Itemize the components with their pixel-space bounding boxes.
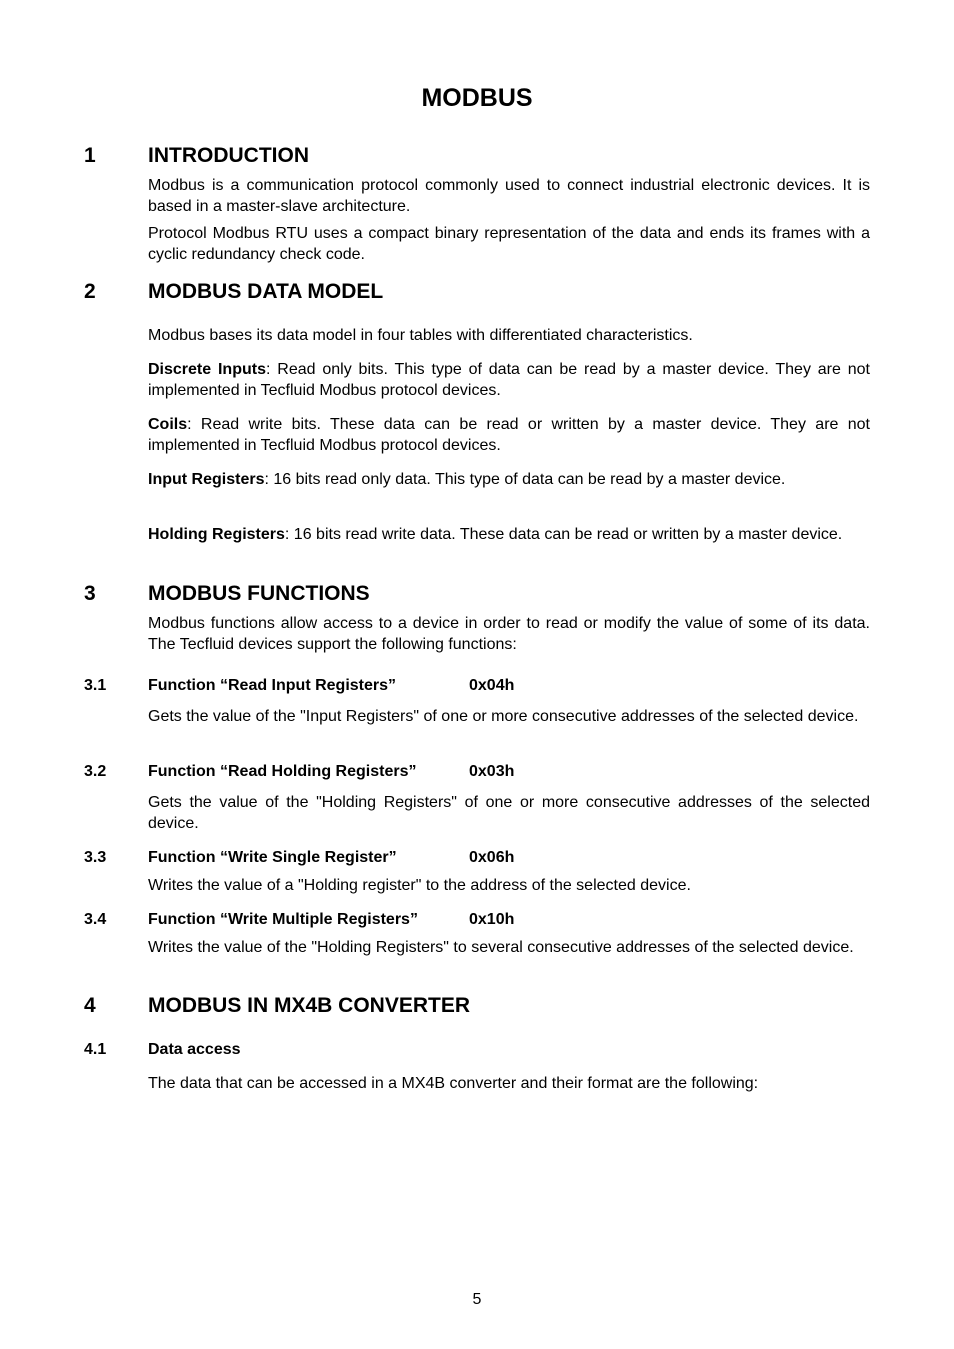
subsection-3-1-code: 0x04h xyxy=(469,677,515,694)
subsection-3-4-text: Writes the value of the "Holding Registers" to several consecutive addresses of the selected device. xyxy=(148,939,854,956)
section-1-paragraph-2: Protocol Modbus RTU uses a compact binary representation of the data and ends its frames with a cyclic redundancy check code. xyxy=(148,225,870,263)
section-4-heading: MODBUS IN MX4B CONVERTER xyxy=(148,994,471,1017)
section-2-intro: Modbus bases its data model in four tables with differentiated characteristics. xyxy=(148,327,693,344)
section-3-number: 3 xyxy=(84,582,96,605)
subsection-3-1-heading: Function “Read Input Registers” xyxy=(148,677,397,694)
item-text: : 16 bits read write data. These data can be read or written by a master device. xyxy=(284,526,843,543)
item-term: Input Registers xyxy=(148,471,265,488)
subsection-3-1-text: Gets the value of the "Input Registers" of one or more consecutive addresses of the selected device. xyxy=(148,708,859,725)
subsection-3-1-number: 3.1 xyxy=(84,677,107,694)
page-title: MODBUS xyxy=(421,84,533,112)
item-term: Coils xyxy=(148,416,188,433)
section-3-heading: MODBUS FUNCTIONS xyxy=(148,582,370,605)
subsection-4-1-text: The data that can be accessed in a MX4B converter and their format are the following: xyxy=(148,1075,759,1092)
subsection-4-1-number: 4.1 xyxy=(84,1041,107,1058)
section-4-number: 4 xyxy=(84,994,96,1017)
section-2-heading: MODBUS DATA MODEL xyxy=(148,280,384,303)
subsection-3-3-code: 0x06h xyxy=(469,849,515,866)
data-model-item-holding-registers xyxy=(148,524,870,545)
page-number: 5 xyxy=(472,1291,482,1308)
subsection-3-2-number: 3.2 xyxy=(84,763,107,780)
section-1-paragraph-1: Modbus is a communication protocol commonly used to connect industrial electronic devices. It is based in a master-slave architecture. xyxy=(148,177,870,215)
subsection-3-4-heading: Function “Write Multiple Registers” xyxy=(148,911,418,928)
section-1-heading: INTRODUCTION xyxy=(148,144,309,167)
subsection-3-2-code: 0x03h xyxy=(469,763,515,780)
subsection-4-1-heading: Data access xyxy=(148,1041,241,1058)
subsection-3-3-heading: Function “Write Single Register” xyxy=(148,849,397,866)
item-text: : Read only bits. This type of data can be read by a master device. They are not implemented in Tecfluid Modbus protocol devices. xyxy=(148,361,870,399)
section-1-number: 1 xyxy=(84,144,96,167)
item-term: Discrete Inputs xyxy=(148,361,266,378)
section-2-number: 2 xyxy=(84,280,96,303)
section-3-intro: Modbus functions allow access to a device in order to read or modify the value of some of its data. The Tecfluid devices support the following functions: xyxy=(148,615,870,653)
data-model-item-input-registers xyxy=(148,469,870,490)
data-model-item-discrete-inputs xyxy=(148,359,870,401)
item-text: : 16 bits read only data. This type of data can be read by a master device. xyxy=(264,471,786,488)
subsection-3-3-text: Writes the value of a "Holding register" to the address of the selected device. xyxy=(148,877,691,894)
subsection-3-2-text: Gets the value of the "Holding Registers" of one or more consecutive addresses of the selected device. xyxy=(148,794,870,832)
subsection-3-3-number: 3.3 xyxy=(84,849,107,866)
subsection-3-4-code: 0x10h xyxy=(469,911,515,928)
subsection-3-4-number: 3.4 xyxy=(84,911,107,928)
subsection-3-2-heading: Function “Read Holding Registers” xyxy=(148,763,417,780)
data-model-item-coils xyxy=(148,414,870,456)
item-term: Holding Registers xyxy=(148,526,285,543)
item-text: : Read write bits. These data can be read or written by a master device. They are not implemented in Tecfluid Modbus protocol devices. xyxy=(148,416,870,454)
